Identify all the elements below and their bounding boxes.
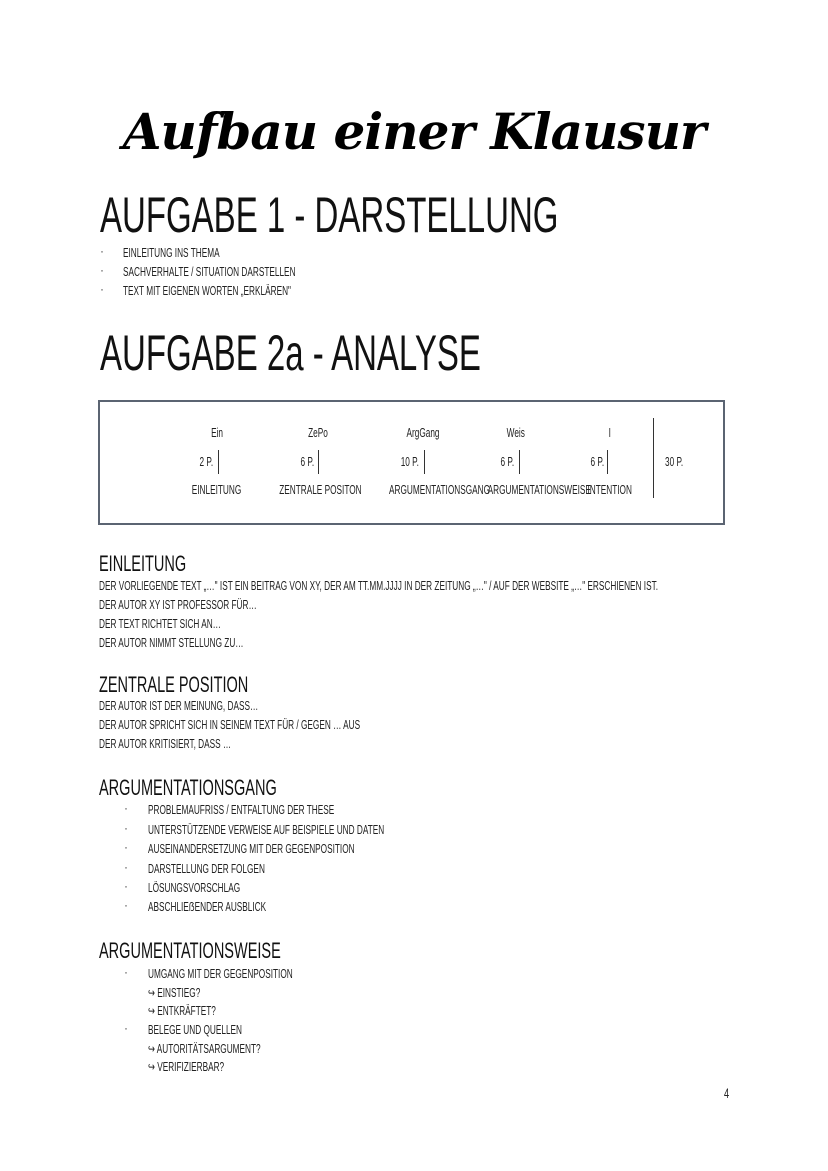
list-item: EINLEITUNG INS THEMA [123, 246, 220, 260]
section-heading-argumentationsweise: ARGUMENTATIONSWEISE [99, 938, 281, 963]
section-heading-argumentationsgang: ARGUMENTATIONSGANG [99, 775, 277, 800]
col-label: ARGUMENTATIONSGANG [389, 483, 491, 497]
divider [218, 450, 219, 474]
divider [424, 450, 425, 474]
total-divider [653, 418, 654, 498]
list-item: TEXT MIT EIGENEN WORTEN „ERKLÄREN" [123, 284, 291, 298]
col-abbr: Ein [211, 426, 223, 440]
text-line: DER AUTOR XY IST PROFESSOR FÜR… [99, 598, 257, 612]
sub-item: ↪ VERIFIZIERBAR? [148, 1060, 225, 1074]
col-points: 10 P. [400, 455, 420, 469]
text-line: DER AUTOR KRITISIERT, DASS … [99, 737, 232, 751]
list-item: ABSCHLIEẞENDER AUSBLICK [148, 900, 267, 914]
text-line: DER TEXT RICHTET SICH AN… [99, 617, 221, 631]
divider [607, 450, 608, 474]
list-item: UMGANG MIT DER GEGENPOSITION [148, 967, 293, 981]
page-title: Aufbau einer Klausur [122, 102, 706, 161]
list-item: AUSEINANDERSETZUNG MIT DER GEGENPOSITION [148, 842, 355, 856]
sub-item: ↪ ENTKRÄFTET? [148, 1004, 216, 1018]
col-label: ARGUMENTATIONSWEISE [487, 483, 591, 497]
task1-heading: AUFGABE 1 - DARSTELLUNG [100, 187, 559, 243]
list-item: UNTERSTÜTZENDE VERWEISE AUF BEISPIELE UND DATEN [148, 823, 385, 837]
list-item: DARSTELLUNG DER FOLGEN [148, 862, 265, 876]
col-label: INTENTION [587, 483, 633, 497]
col-points: 6 P. [300, 455, 314, 469]
page-number: 4 [724, 1085, 730, 1101]
list-item: SACHVERHALTE / SITUATION DARSTELLEN [123, 265, 296, 279]
col-points: 6 P. [500, 455, 514, 469]
col-points: 6 P. [590, 455, 604, 469]
col-abbr: ZePo [308, 426, 328, 440]
section-heading-zentrale-position: ZENTRALE POSITION [99, 672, 249, 697]
list-item: BELEGE UND QUELLEN [148, 1023, 242, 1037]
total-points: 30 P. [665, 455, 684, 469]
task2a-heading: AUFGABE 2a - ANALYSE [100, 325, 481, 381]
col-label: ZENTRALE POSITON [279, 483, 362, 497]
col-abbr: Weis [506, 426, 526, 440]
list-item: PROBLEMAUFRISS / ENTFALTUNG DER THESE [148, 803, 335, 817]
list-item: LÖSUNGSVORSCHLAG [148, 881, 241, 895]
divider [318, 450, 319, 474]
col-abbr: I [608, 426, 612, 440]
col-points: 2 P. [199, 455, 213, 469]
col-abbr: ArgGang [406, 426, 440, 440]
col-label: EINLEITUNG [192, 483, 242, 497]
text-line: DER AUTOR NIMMT STELLUNG ZU… [99, 636, 244, 650]
sub-item: ↪ AUTORITÄTSARGUMENT? [148, 1042, 261, 1056]
text-line: DER VORLIEGENDE TEXT „…" IST EIN BEITRAG VON XY, DER AM TT.MM.JJJJ IN DER ZEITUNG „…" / AUF DER WEBSITE „…" ERSCHIENEN IST. [99, 579, 659, 593]
text-line: DER AUTOR IST DER MEINUNG, DASS… [99, 699, 259, 713]
text-line: DER AUTOR SPRICHT SICH IN SEINEM TEXT FÜR / GEGEN … AUS [99, 718, 361, 732]
sub-item: ↪ EINSTIEG? [148, 986, 201, 1000]
divider [519, 450, 520, 474]
section-heading-einleitung: EINLEITUNG [99, 551, 187, 576]
